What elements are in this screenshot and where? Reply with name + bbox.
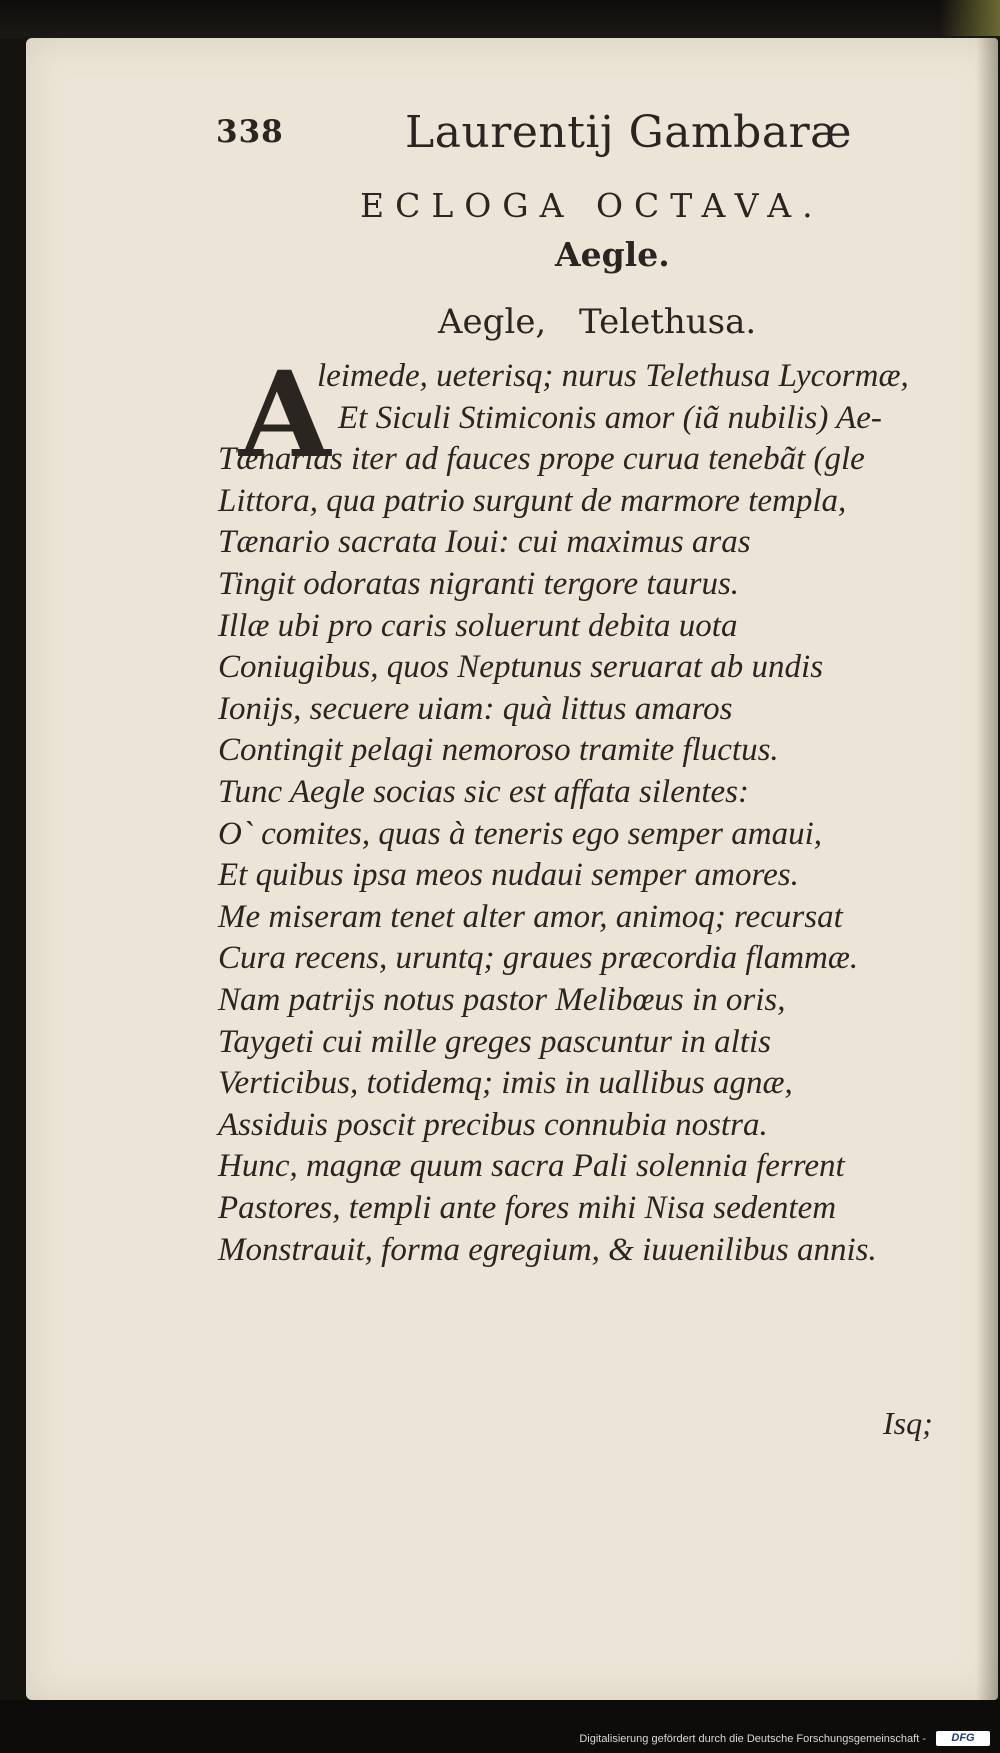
verse-line: Assiduis poscit precibus connubia nostra. xyxy=(218,1106,768,1143)
subtitle: Aegle. xyxy=(555,235,670,274)
verse-line: Ionijs, secuere uiam: quà littus amaros xyxy=(218,690,733,727)
bottom-strip xyxy=(0,1700,1000,1753)
verse-line: Contingit pelagi nemoroso tramite fluctus. xyxy=(218,732,779,769)
top-edge xyxy=(0,0,1000,38)
verse-line: Coniugibus, quos Neptunus seruarat ab undis xyxy=(218,649,824,686)
verse-line: Et Siculi Stimiconis amor (iã nubilis) Ae- xyxy=(338,399,882,436)
verse-line: Et quibus ipsa meos nudaui semper amores. xyxy=(218,857,799,894)
drop-initial: A xyxy=(239,345,331,484)
verse-block xyxy=(26,38,998,1538)
verse-line: Taygeti cui mille greges pascuntur in altis xyxy=(218,1023,772,1060)
verse-line: Tingit odoratas nigranti tergore taurus. xyxy=(218,566,740,602)
verse-line: Tænario sacrata Ioui: cui maximus aras xyxy=(218,524,751,561)
footer-credit: Digitalisierung gefördert durch die Deutsche Forschungsgemeinschaft - xyxy=(579,1733,926,1745)
verse-line: Monstrauit, forma egregium, & iuuenilibus annis. xyxy=(218,1231,877,1268)
verse-line: Hunc, magnæ quum sacra Pali solennia ferrent xyxy=(218,1148,845,1185)
catchword: Isq; xyxy=(883,1405,933,1441)
verse-line: Verticibus, totidemq; imis in uallibus agnæ, xyxy=(218,1065,793,1102)
verse-line: O` comites, quas à teneris ego semper amaui, xyxy=(218,815,822,852)
verse-line: Cura recens, uruntq; graues præcordia flammæ. xyxy=(218,940,859,977)
verse-line: Littora, qua patrio surgunt de marmore templa, xyxy=(218,482,847,519)
book-page xyxy=(26,38,998,1700)
verse-line: Tunc Aegle socias sic est affata silentes: xyxy=(218,774,749,810)
verse-line: Pastores, templi ante fores mihi Nisa sedentem xyxy=(218,1190,837,1226)
verse-line: Me miseram tenet alter amor, animoq; recursat xyxy=(218,898,843,935)
verse-line: Nam patrijs notus pastor Melibœus in oris, xyxy=(218,982,786,1018)
section-title: ECLOGA OCTAVA. xyxy=(360,186,824,225)
verse-line: leimede, ueterisq; nurus Telethusa Lycormæ, xyxy=(317,358,909,394)
running-head: Laurentij Gambaræ xyxy=(405,107,852,158)
dfg-logo: DFG xyxy=(936,1731,990,1746)
page-number: 338 xyxy=(216,114,284,150)
verse-line: Illæ ubi pro caris soluerunt debita uota xyxy=(218,607,738,644)
gilt-edge xyxy=(940,0,1000,36)
interlocutors: Aegle, Telethusa. xyxy=(438,302,757,342)
verse-line: Tænarias iter ad fauces prope curua tenebãt (gle xyxy=(218,441,865,478)
